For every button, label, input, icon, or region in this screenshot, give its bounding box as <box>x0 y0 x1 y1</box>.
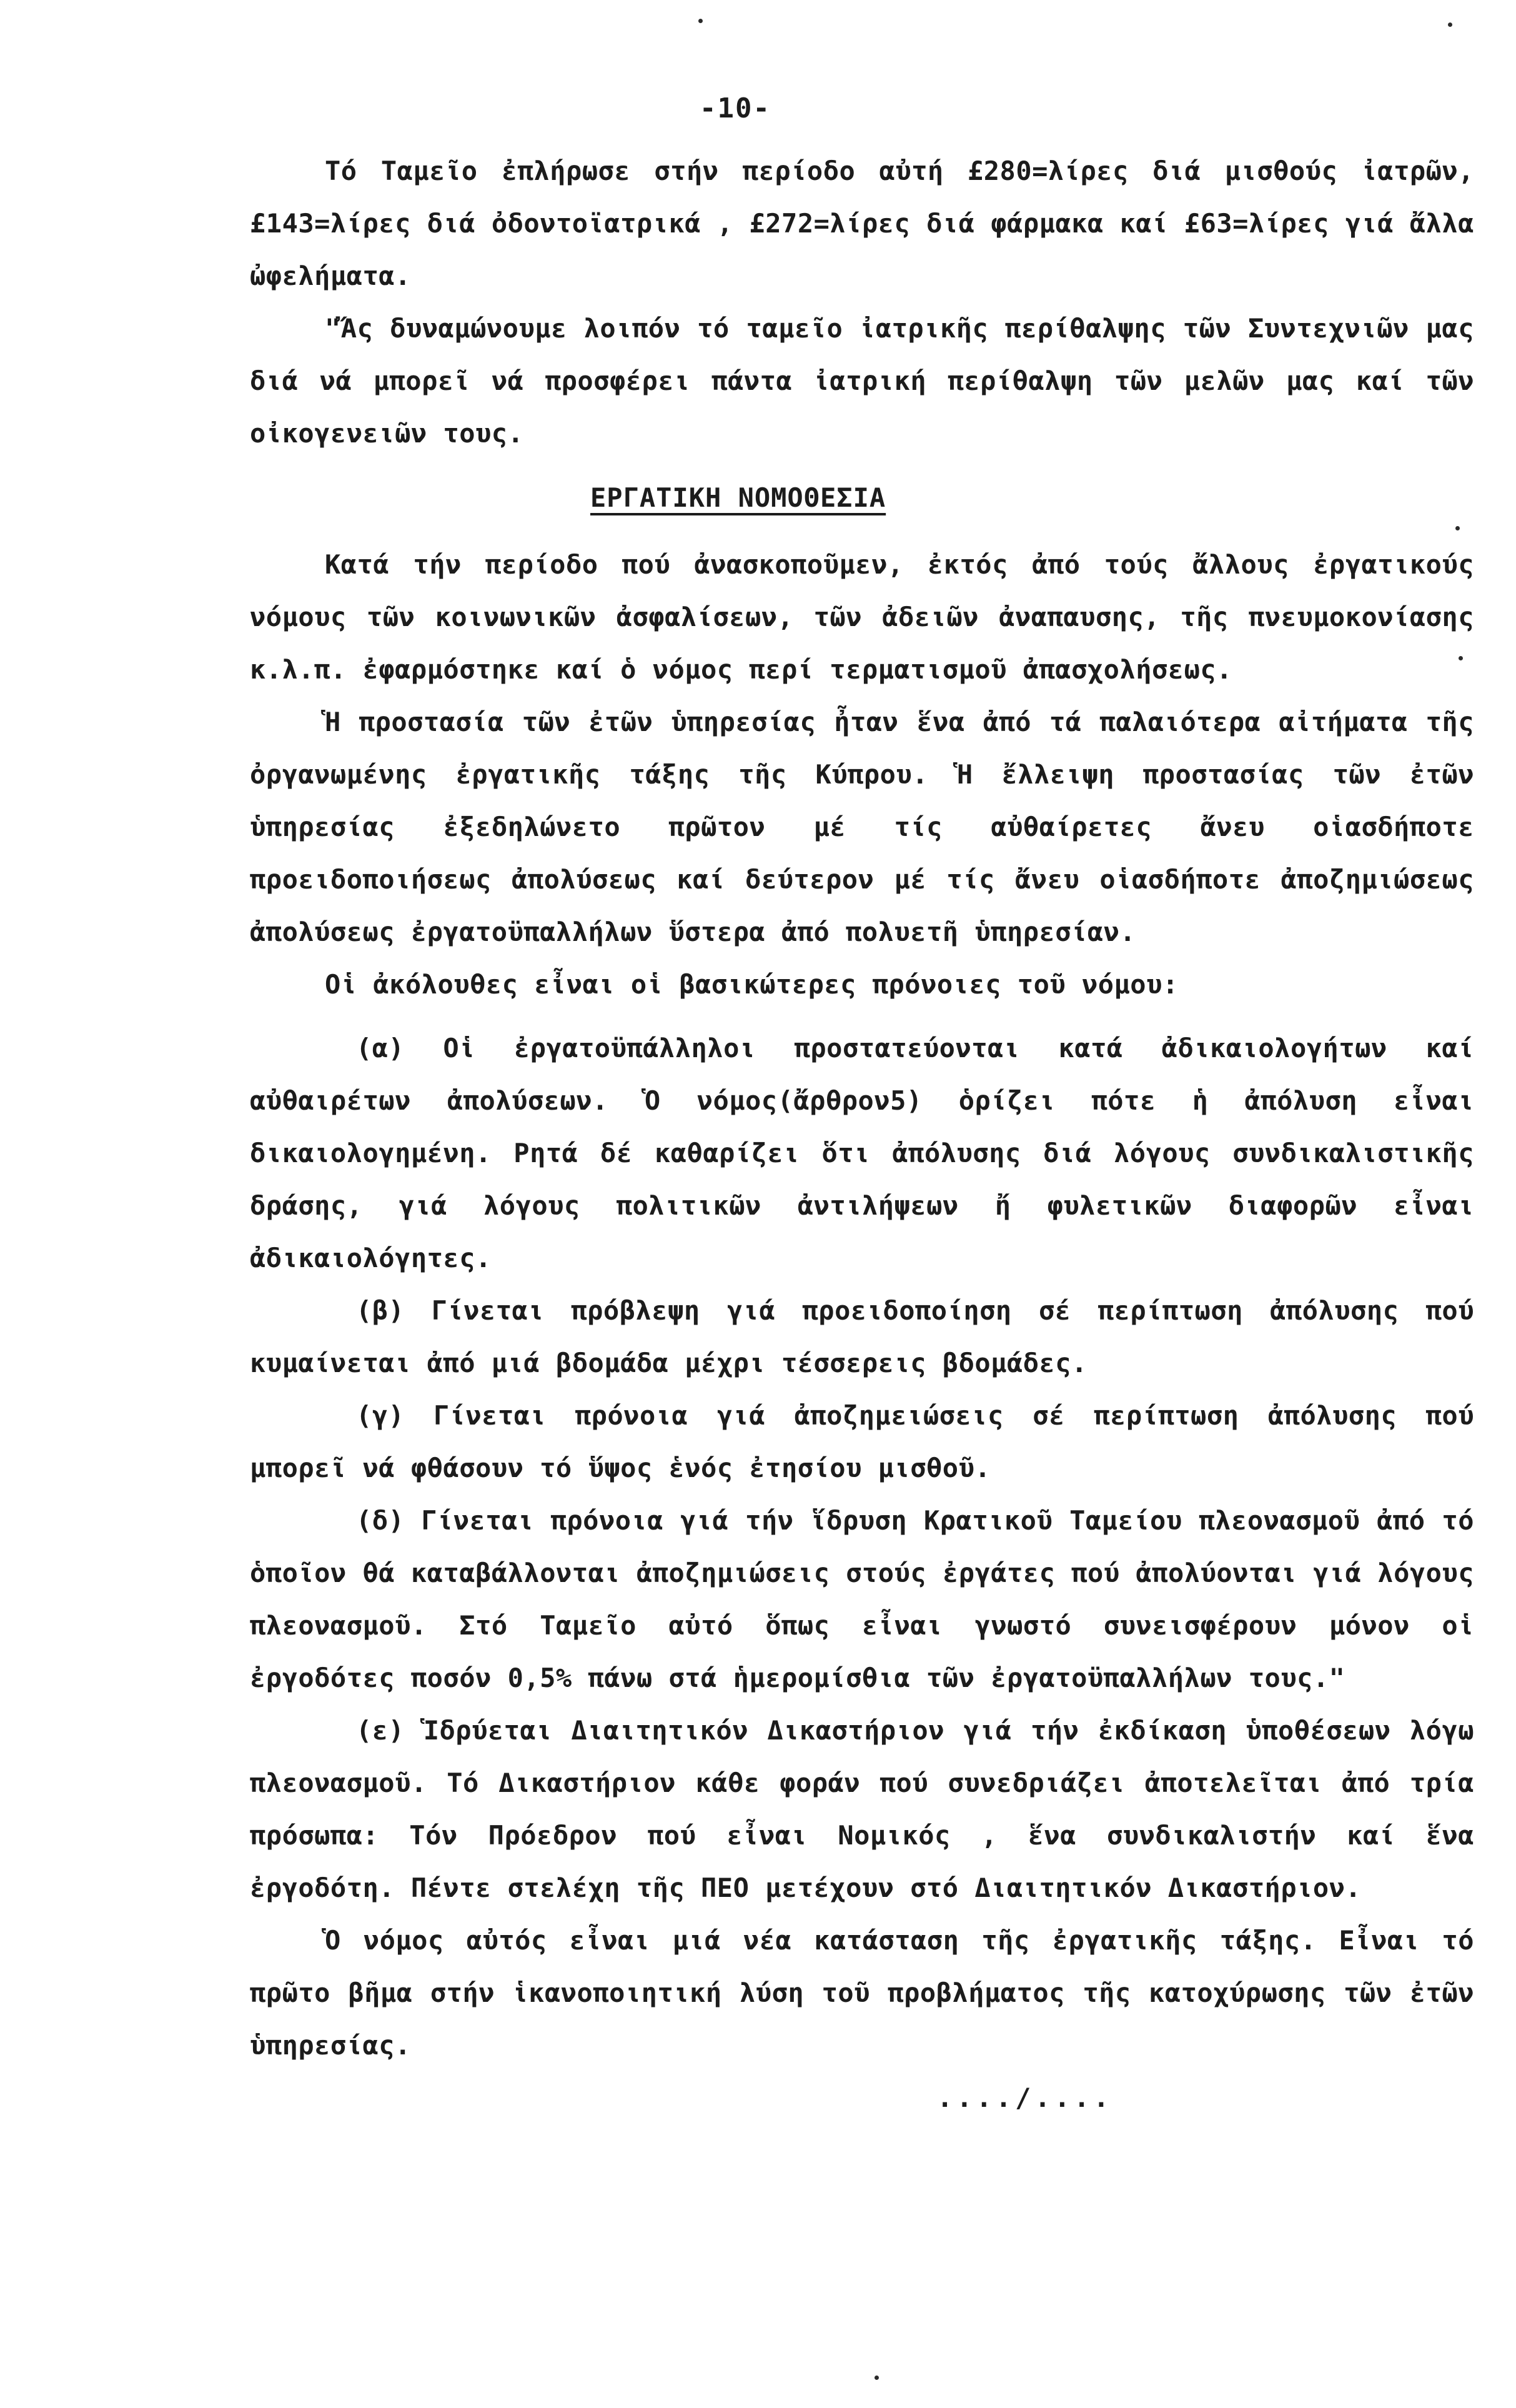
scan-speck <box>698 19 703 23</box>
list-item-b: (β) Γίνεται πρόβλεψη γιά προειδοποίηση σέ περίπτωση ἀπόλυσης πού κυμαίνεται ἀπό μιά βδομάδα μέχρι τέσσερεις βδομάδες. <box>250 1295 1474 1378</box>
paragraph-provisions-intro: Οἱ ἀκόλουθες εἶναι οἱ βασικώτερες πρόνοιες τοῦ νόμου: <box>325 969 1179 1000</box>
paragraph-fund-appeal: "Ἄς δυναμώνουμε λοιπόν τό ταμεῖο ἰατρικῆς περίθαλψης τῶν Συντεχνιῶν μας διά νά μπορεῖ νά προσφέρει πάντα ἰατρική περίθαλψη τῶν μελῶν μας καί τῶν οἰκογενειῶν τους. <box>250 313 1474 449</box>
paragraph-fund-expenses: Τό Ταμεῖο ἐπλήρωσε στήν περίοδο αὐτή £280=λίρες διά μισθούς ἰατρῶν, £143=λίρες διά ὀδοντοϊατρικά , £272=λίρες διά φάρμακα καί £63=λίρες γιά ἄλλα ὠφελήματα. <box>250 156 1474 291</box>
list-item-d: (δ) Γίνεται πρόνοια γιά τήν ἵδρυση Κρατικοῦ Ταμείου πλεονασμοῦ ἀπό τό ὁποῖον θά καταβάλλονται ἀποζημιώσεις στούς ἐργάτες πού ἀπολύονται γιά λόγους πλεονασμοῦ. Στό Ταμεῖο αὐτό ὅπως εἶναι γνωστό συνεισφέρουν μόνον οἱ ἐργοδότες ποσόν 0,5% πάνω στά ἡμερομίσθια τῶν ἐργατοϋπαλλήλων τους." <box>250 1505 1474 1693</box>
paragraph-closing: Ὁ νόμος αὐτός εἶναι μιά νέα κατάσταση τῆς ἐργατικῆς τάξης. Εἶναι τό πρῶτο βῆμα στήν ἱκανοποιητική λύση τοῦ προβλήματος τῆς κατοχύρωσης τῶν ἐτῶν ὑπηρεσίας. <box>250 1925 1474 2061</box>
section-medical-fund <box>250 145 1474 460</box>
paragraph-service-protection: Ἡ προστασία τῶν ἐτῶν ὑπηρεσίας ἦταν ἕνα ἀπό τά παλαιότερα αἰτήματα τῆς ὀργανωμένης ἐργατικῆς τάξης τῆς Κύπρου. Ἡ ἔλλειψη προστασίας τῶν ἐτῶν ὑπηρεσίας ἐξεδηλώνετο πρῶτον μέ τίς αὐθαίρετες ἄνευ οἱασδήποτε προειδοποιήσεως ἀπολύσεως καί δεύτερον μέ τίς ἄνευ οἱασδήποτε ἀποζημιώσεως ἀπολύσεως ἐργατοϋπαλλήλων ὕστερα ἀπό πολυετῆ ὑπηρεσίαν. <box>250 707 1474 947</box>
scan-speck <box>1455 526 1460 530</box>
paragraph-legislation-intro: Κατά τήν περίοδο πού ἀνασκοποῦμεν, ἐκτός ἀπό τούς ἄλλους ἐργατικούς νόμους τῶν κοινωνικῶν ἀσφαλίσεων, τῶν ἀδειῶν ἀναπαυσης, τῆς πνευμοκονίασης κ.λ.π. ἐφαρμόστηκε καί ὁ νόμος περί τερματισμοῦ ἀπασχολήσεως. <box>250 549 1474 685</box>
page-number: -10- <box>700 92 771 124</box>
scan-speck <box>874 2376 879 2380</box>
list-item-c: (γ) Γίνεται πρόνοια γιά ἀποζημειώσεις σέ περίπτωση ἀπόλυσης πού μπορεῖ νά φθάσουν τό ὕψος ἑνός ἐτησίου μισθοῦ. <box>250 1400 1474 1483</box>
continuation-mark: ..../.... <box>937 2082 1113 2113</box>
scan-speck <box>1459 656 1463 660</box>
scan-speck <box>1448 22 1452 27</box>
section-heading-labour-legislation: ΕΡΓΑΤΙΚΗ ΝΟΜΟΘΕΣΙΑ <box>590 482 886 513</box>
list-item-e: (ε) Ἱδρύεται Διαιτητικόν Δικαστήριον γιά τήν ἐκδίκαση ὑποθέσεων λόγω πλεονασμοῦ. Τό Δικαστήριον κάθε φοράν πού συνεδριάζει ἀποτελεῖται ἀπό τρία πρόσωπα: Τόν Πρόεδρον πού εἶναι Νομικός , ἕνα συνδικαλιστήν καί ἕνα ἐργοδότη. Πέντε στελέχη τῆς ΠΕΟ μετέχουν στό Διαιτητικόν Δικαστήριον. <box>250 1715 1474 1903</box>
section-labour-legislation <box>250 539 1474 2124</box>
list-item-a: (α) Οἱ ἐργατοϋπάλληλοι προστατεύονται κατά ἀδικαιολογήτων καί αὐθαιρέτων ἀπολύσεων. Ὁ νόμος(ἄρθρον5) ὁρίζει πότε ἡ ἀπόλυση εἶναι δικαιολογημένη. Ρητά δέ καθαρίζει ὅτι ἀπόλυσης διά λόγους συνδικαλιστικῆς δράσης, γιά λόγους πολιτικῶν ἀντιλήψεων ἤ φυλετικῶν διαφορῶν εἶναι ἀδικαιολόγητες. <box>250 1033 1474 1273</box>
